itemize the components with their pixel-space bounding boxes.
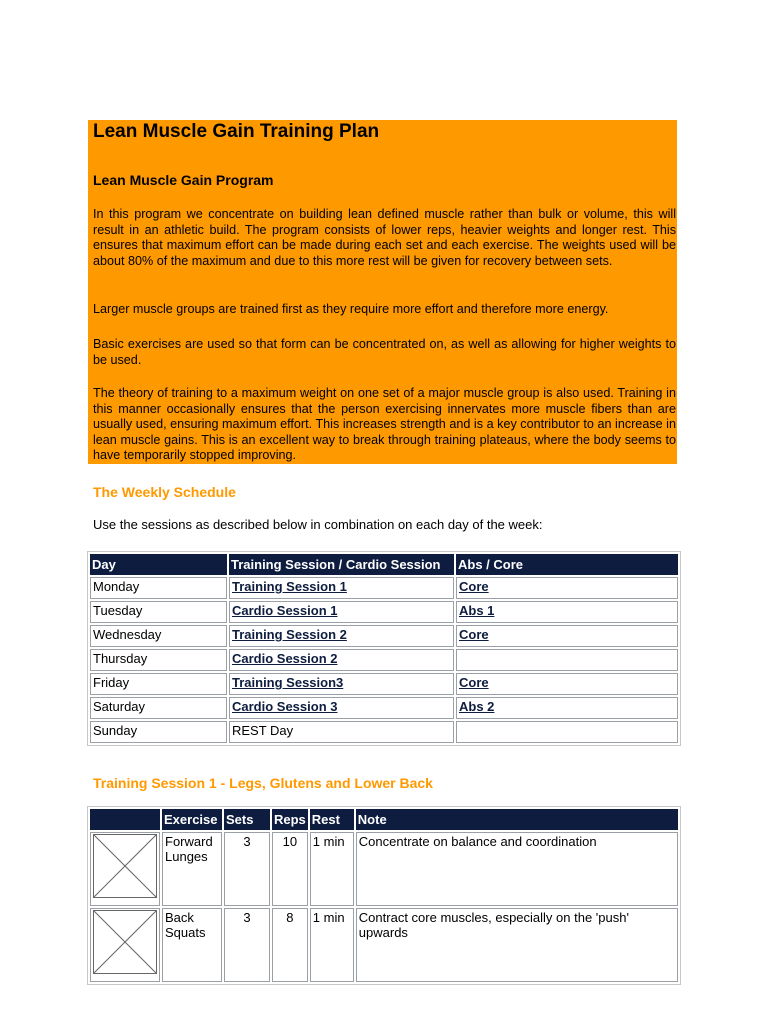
- exercise-cell: Forward Lunges: [162, 832, 222, 906]
- intro-banner: [88, 120, 677, 464]
- session-cell: [229, 601, 454, 623]
- day-cell: Tuesday: [90, 601, 227, 623]
- rest-cell: 1 min: [310, 908, 354, 982]
- abs-cell: [456, 577, 678, 599]
- table-row: [90, 625, 678, 647]
- page-title: Lean Muscle Gain Training Plan: [93, 121, 380, 142]
- session-cell: REST Day: [229, 721, 454, 743]
- table-row: [90, 649, 678, 671]
- abs-cell: [456, 601, 678, 623]
- session-cell: [229, 649, 454, 671]
- day-cell: Monday: [90, 577, 227, 599]
- abs-link[interactable]: Abs 2: [459, 699, 495, 714]
- session-link[interactable]: Cardio Session 2: [232, 651, 338, 666]
- note-cell: Contract core muscles, especially on the 'push' upwards: [356, 908, 678, 982]
- day-cell: Wednesday: [90, 625, 227, 647]
- abs-link[interactable]: Core: [459, 675, 489, 690]
- image-cell: [90, 908, 160, 982]
- session-cell: [229, 673, 454, 695]
- table-row: [90, 673, 678, 695]
- session-link[interactable]: Cardio Session 3: [232, 699, 338, 714]
- table-header-row: [90, 554, 678, 575]
- session-cell: [229, 697, 454, 719]
- abs-cell: [456, 625, 678, 647]
- day-cell: Friday: [90, 673, 227, 695]
- session-link[interactable]: Cardio Session 1: [232, 603, 338, 618]
- rest-cell: 1 min: [310, 832, 354, 906]
- table-row: [90, 601, 678, 623]
- day-cell: Sunday: [90, 721, 227, 743]
- col-rest: Rest: [310, 809, 354, 830]
- image-placeholder-icon: [93, 834, 157, 898]
- col-sets: Sets: [224, 809, 270, 830]
- col-note: Note: [356, 809, 678, 830]
- col-session: Training Session / Cardio Session: [229, 554, 454, 575]
- abs-cell: [456, 673, 678, 695]
- day-cell: Saturday: [90, 697, 227, 719]
- intro-paragraph-2: Larger muscle groups are trained first as they require more effort and therefore more energy.: [93, 302, 609, 316]
- table-row: [90, 832, 678, 906]
- image-cell: [90, 832, 160, 906]
- weekly-schedule-table: [87, 551, 681, 746]
- session-cell: [229, 577, 454, 599]
- table-row: [90, 908, 678, 982]
- session-link[interactable]: Training Session 1: [232, 579, 347, 594]
- table-row: [90, 721, 678, 743]
- session-link[interactable]: Training Session3: [232, 675, 344, 690]
- intro-paragraph-1: In this program we concentrate on building lean defined muscle rather than bulk or volume, this will result in an athletic build. The program consists of lower reps, heavier weights and longer rest. This ensures that maximum effort can be made during each set and each exercise. The weights used will be about 80% of the maximum and due to this more rest will be given for recovery between sets.: [93, 207, 676, 268]
- session-cell: [229, 625, 454, 647]
- table-row: [90, 697, 678, 719]
- session-link[interactable]: Training Session 2: [232, 627, 347, 642]
- col-image: [90, 809, 160, 830]
- weekly-intro: Use the sessions as described below in combination on each day of the week:: [93, 517, 543, 532]
- image-placeholder-icon: [93, 910, 157, 974]
- abs-cell: [456, 697, 678, 719]
- abs-cell: [456, 649, 678, 671]
- intro-paragraph-4: The theory of training to a maximum weight on one set of a major muscle group is also used. Training in this manner occasionally ensures that the person exercising innervates more muscle fibers than are usually used, ensuring maximum effort. This increases strength and is a key contributor to an increase in lean muscle gains. This is an excellent way to break through training plateaus, where the body seems to have temporarily stopped improving.: [93, 386, 676, 462]
- session1-table: [87, 806, 681, 985]
- reps-cell: 8: [272, 908, 308, 982]
- col-abs: Abs / Core: [456, 554, 678, 575]
- abs-cell: [456, 721, 678, 743]
- col-reps: Reps: [272, 809, 308, 830]
- col-day: Day: [90, 554, 227, 575]
- exercise-cell: Back Squats: [162, 908, 222, 982]
- col-exercise: Exercise: [162, 809, 222, 830]
- program-subtitle: Lean Muscle Gain Program: [93, 172, 274, 188]
- abs-link[interactable]: Abs 1: [459, 603, 495, 618]
- table-header-row: [90, 809, 678, 830]
- sets-cell: 3: [224, 908, 270, 982]
- note-cell: Concentrate on balance and coordination: [356, 832, 678, 906]
- weekly-schedule-title: The Weekly Schedule: [93, 484, 236, 500]
- abs-link[interactable]: Core: [459, 627, 489, 642]
- table-row: [90, 577, 678, 599]
- session1-title: Training Session 1 - Legs, Glutens and Lower Back: [93, 775, 433, 791]
- abs-link[interactable]: Core: [459, 579, 489, 594]
- reps-cell: 10: [272, 832, 308, 906]
- day-cell: Thursday: [90, 649, 227, 671]
- sets-cell: 3: [224, 832, 270, 906]
- intro-paragraph-3: Basic exercises are used so that form can be concentrated on, as well as allowing for higher weights to be used.: [93, 337, 676, 367]
